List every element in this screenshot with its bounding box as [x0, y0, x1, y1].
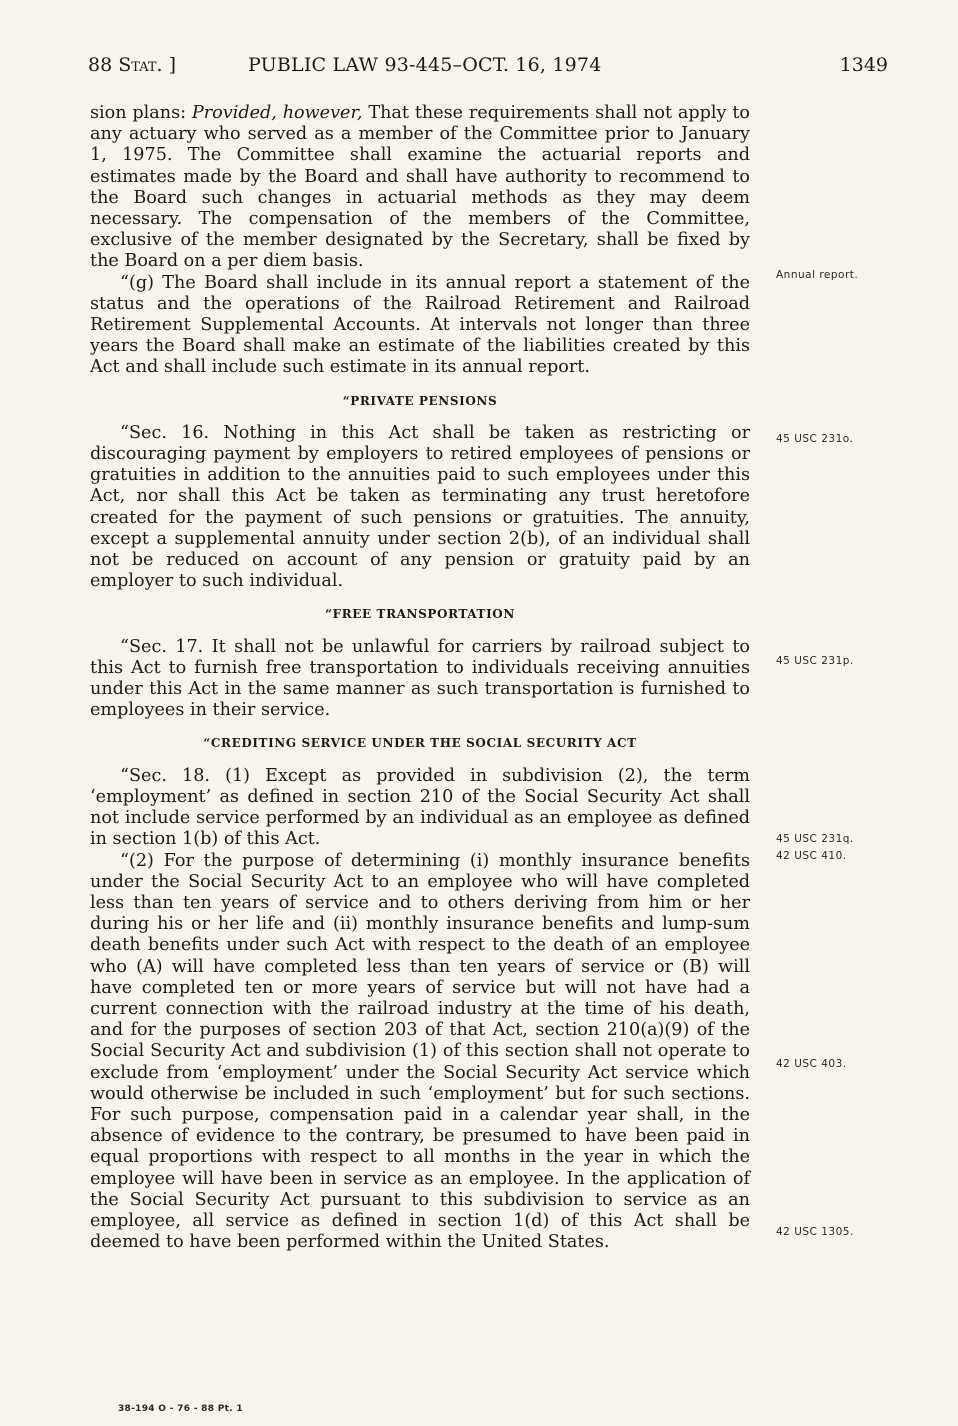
paragraph-sec-17: “Sec. 17. It shall not be unlawful for carriers by railroad subject to this Act to furnish free transportation to individuals receiving annuities under this Act in the same manner as such transportation is furnished to employees in their service. — [90, 636, 750, 721]
paragraph-committee — [90, 103, 750, 273]
paragraph-sec-16: “Sec. 16. Nothing in this Act shall be taken as restricting or discouraging payment by employers to retired employees of pensions or gratuities in addition to the annuities paid to such employees under this Act, nor shall this Act be taken as terminating any trust heretofore created for the payment of such pensions or gratuities. The annuity, except a supplemental annuity under section 2(b), of an individual shall not be reduced on account of any pension or gratuity paid by an employer to such individual. — [90, 422, 750, 592]
law-title: PUBLIC LAW 93-445–OCT. 16, 1974 — [248, 54, 602, 76]
text-run: That these requirements shall not apply to any actuary who served as a member of the Committee prior to January 1, 1975. The Committee shall examine the actuarial reports and estimates made by the Board and shall have authority to recommend to the Board such changes in actuarial methods as they may deem necessary. The compensation of the members of the Committee, exclusive of the member designated by the Secretary, shall be fixed by the Board on a per diem basis. — [90, 103, 750, 272]
paragraph-annual-report: “(g) The Board shall include in its annual report a statement of the status and the operations of the Railroad Retirement and Railroad Retirement Supplemental Accounts. At intervals not longer than three years the Board shall make an estimate of the liabilities created by this Act and shall include such estimate in its annual report. — [90, 272, 750, 378]
proviso-italic: Provided, however, — [191, 103, 363, 123]
page-number: 1349 — [839, 54, 888, 76]
heading-crediting-service: “CREDITING SERVICE UNDER THE SOCIAL SECURITY ACT — [203, 736, 637, 751]
margin-note-annual-report: Annual report. — [776, 269, 859, 281]
print-code-footer: 38-194 O - 76 - 88 Pt. 1 — [118, 1404, 243, 1414]
margin-note-45-usc-231o: 45 USC 231o. — [776, 433, 854, 445]
margin-note-45-usc-231p: 45 USC 231p. — [776, 655, 854, 667]
margin-note-42-usc-1305: 42 USC 1305. — [776, 1226, 854, 1238]
heading-free-transportation: “FREE TRANSPORTATION — [325, 607, 515, 622]
paragraph-sec-18-2: “(2) For the purpose of determining (i) monthly insurance benefits under the Social Security Act to an employee who will have completed less than ten years of service and to others deriving from him or her during his or her life and (ii) monthly insurance benefits and lump-sum death benefits under such Act with respect to the death of an employee who (A) will have completed less than ten years of service or (B) will have completed ten or more years of service but will not have had a current connection with the railroad industry at the time of his death, and for the purposes of section 203 of that Act, section 210(a)(9) of the Social Security Act and subdivision (1) of this section shall not operate to exclude from ‘employment’ under the Social Security Act service which would otherwise be included in such ‘employment’ but for such sections. For such purpose, compensation paid in a calendar year shall, in the absence of evidence to the contrary, be presumed to have been paid in equal proportions with respect to all months in the year in which the employee will have been in service as an employee. In the application of the Social Security Act pursuant to this subdivision to service as an employee, all service as defined in section 1(d) of this Act shall be deemed to have been performed within the United States. — [90, 850, 750, 1253]
margin-note-42-usc-410: 42 USC 410. — [776, 850, 847, 862]
statute-volume: 88 Stat. ] — [88, 54, 177, 76]
margin-note-42-usc-403: 42 USC 403. — [776, 1058, 847, 1070]
body-text — [90, 103, 750, 1253]
text-run: sion plans: — [90, 103, 192, 123]
heading-private-pensions: “PRIVATE PENSIONS — [342, 393, 498, 408]
paragraph-sec-18-1: “Sec. 18. (1) Except as provided in subdivision (2), the term ‘employment’ as defined in section 210 of the Social Security Act shall not include service performed by an individual as an employee as defined in section 1(b) of this Act. — [90, 765, 750, 850]
margin-note-45-usc-231q: 45 USC 231q. — [776, 833, 854, 845]
page-header — [88, 54, 888, 84]
